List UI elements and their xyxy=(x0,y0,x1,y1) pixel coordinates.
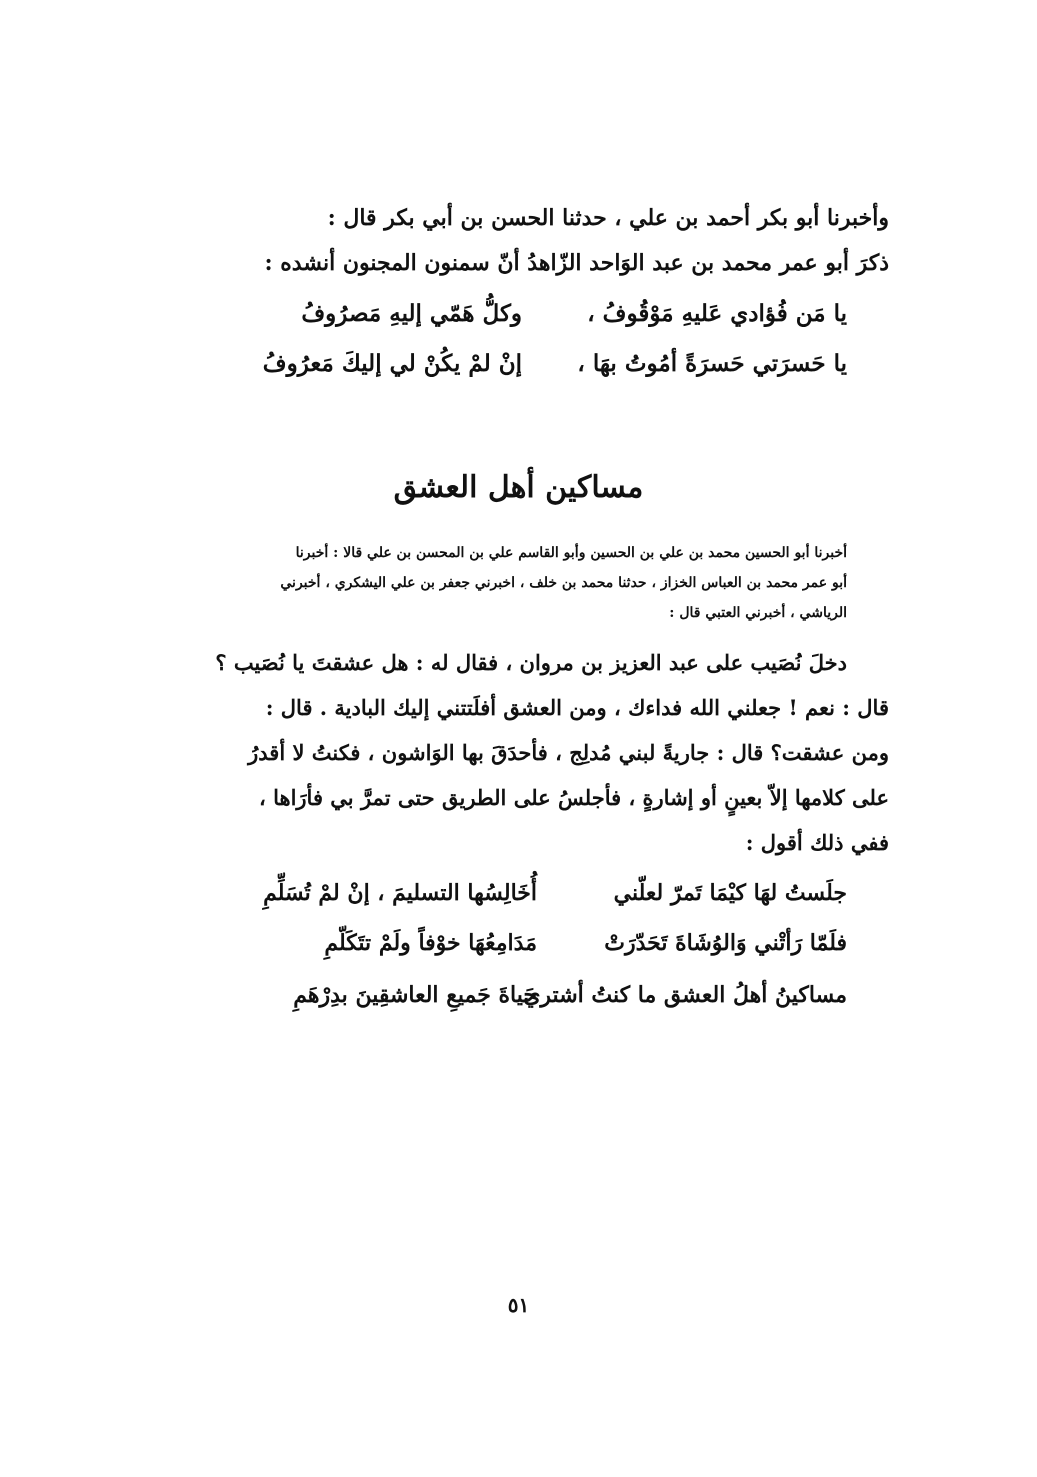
isnad-line-1: أخبرنا أبو الحسين محمد بن علي بن الحسين وأبو القاسم علي بن المحسن بن علي قالا : أخبرنا xyxy=(295,545,847,561)
intro-line-2: ذكرَ أبو عمر محمد بن عبد الوَاحد الزّاهدُ أنّ سمنون المجنون أنشده : xyxy=(264,250,889,276)
body-line-2: قال : نعم ! جعلني الله فداءك ، ومن العشق أفلَتتني إليك البادية . قال : xyxy=(265,695,889,720)
body-line-5: ففي ذلك أقول : xyxy=(745,830,889,855)
body-line-1: دخلَ نُصَيب على عبد العزيز بن مروان ، فقال له : هل عشقتَ يا نُصَيب ؟ xyxy=(215,650,847,675)
section-verse-2-second: مَدَامِعُهَا خوْفاً ولَمْ تتَكَلّمِ xyxy=(324,930,537,956)
intro-verse-1-first: يا مَن فُؤادي عَليهِ مَوْقُوفُ ، xyxy=(587,300,847,327)
isnad-line-2: أبو عمر محمد بن العباس الخزاز ، حدثنا محمد بن خلف ، اخبرني جعفر بن علي اليشكري ، أخبرني xyxy=(280,575,847,591)
section-verse-3-first: مساكينُ أهلُ العشق ما كنتُ أشتري xyxy=(523,982,847,1008)
body-line-4: على كلامها إلاّ بعينٍ أو إشارةٍ ، فأجلسُ على الطريق حتى تمرَّ بي فأرَاها ، xyxy=(259,785,889,810)
section-verse-1-second: أُخَالِسُها التسليمَ ، إنْ لمْ تُسَلِّمِ xyxy=(263,880,537,906)
intro-line-1: وأخبرنا أبو بكر أحمد بن علي ، حدثنا الحسن بن أبي بكر قال : xyxy=(327,205,889,231)
page-number: ٥١ xyxy=(507,1293,530,1317)
isnad-line-3: الرياشي ، أخبرني العتبي قال : xyxy=(669,605,847,621)
section-verse-2-first: فلَمّا رَأتْني وَالوُشَاةَ تَحَدّرَتْ xyxy=(604,930,847,956)
section-verse-1-first: جلَستُ لهَا كيْمَا تَمرّ لعلّني xyxy=(613,880,847,906)
body-line-3: ومن عشقت؟ قال : جاريةً لبني مُدلِج ، فأحدَقَ بها الوَاشون ، فكنتُ لا أقدرُ xyxy=(248,740,889,765)
intro-verse-1-second: وكلُّ هَمّي إليهِ مَصرُوفُ xyxy=(301,300,522,327)
intro-verse-2-first: يا حَسرَتي حَسرَةً أمُوتُ بهَا ، xyxy=(577,350,847,377)
intro-verse-2-second: إنْ لمْ يكُنْ لي إليكَ مَعرُوفُ xyxy=(262,350,522,377)
section-verse-3-second: حَياةَ جَميعِ العاشقِينَ بدِرْهَمِ xyxy=(293,982,537,1008)
section-title: مساكين أهل العشق xyxy=(393,470,644,505)
